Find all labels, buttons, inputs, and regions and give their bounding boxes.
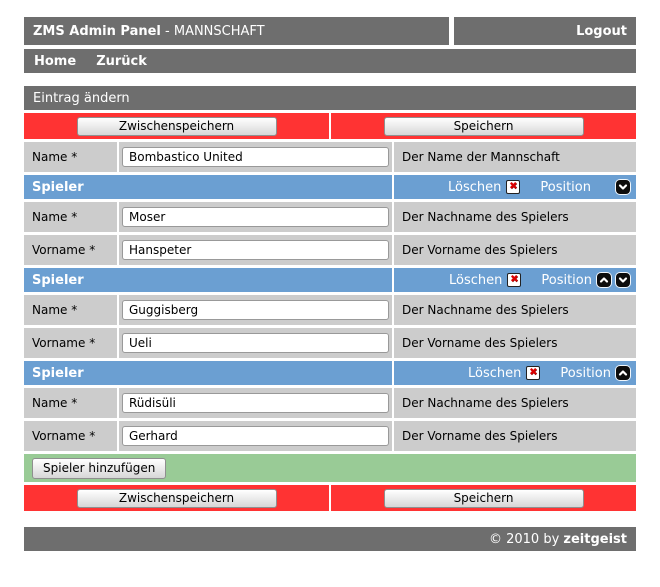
footer-bar [24, 527, 636, 551]
player-3-vorname-input[interactable] [122, 426, 389, 446]
action-row-bottom [24, 485, 636, 511]
team-name-row [24, 142, 636, 172]
player-name-description: Der Nachname des Spielers [394, 295, 636, 325]
chevron-down-icon [618, 182, 628, 192]
player-vorname-row [24, 421, 636, 451]
player-vorname-description: Der Vorname des Spielers [394, 235, 636, 265]
admin-page [24, 17, 636, 551]
player-section-controls [394, 268, 636, 292]
player-vorname-input-cell [119, 235, 392, 265]
move-up-button[interactable] [616, 366, 630, 380]
title-bar [24, 17, 636, 45]
position-label: Position [540, 179, 591, 195]
action-cell [24, 113, 329, 139]
delete-icon[interactable]: ✖ [526, 366, 540, 380]
logout-button[interactable]: Logout [454, 17, 636, 45]
app-title-context: - MANNSCHAFT [160, 23, 265, 39]
player-section-controls [394, 361, 636, 385]
delete-player-link[interactable]: Löschen [449, 272, 503, 288]
move-down-button[interactable] [616, 180, 630, 194]
player-2-vorname-input[interactable] [122, 333, 389, 353]
nav-bar [24, 49, 636, 73]
position-label: Position [560, 365, 611, 381]
player-section-title: Spieler [24, 268, 392, 292]
player-vorname-label: Vorname * [24, 328, 117, 358]
app-title [24, 17, 449, 45]
team-name-description: Der Name der Mannschaft [394, 142, 636, 172]
player-name-row [24, 295, 636, 325]
player-name-row [24, 388, 636, 418]
add-player-button[interactable]: Spieler hinzufügen [32, 458, 166, 479]
chevron-up-icon [599, 275, 609, 285]
player-vorname-label: Vorname * [24, 235, 117, 265]
player-2-name-input[interactable] [122, 300, 389, 320]
player-section-header [24, 361, 636, 385]
action-row-top [24, 113, 636, 139]
delete-player-link[interactable]: Löschen [468, 365, 522, 381]
move-up-button[interactable] [597, 273, 611, 287]
player-name-label: Name * [24, 388, 117, 418]
player-name-input-cell [119, 202, 392, 232]
action-cell [24, 485, 329, 511]
player-section-header [24, 175, 636, 199]
player-3-name-input[interactable] [122, 393, 389, 413]
team-name-input-cell [119, 142, 392, 172]
player-vorname-label: Vorname * [24, 421, 117, 451]
action-cell [331, 113, 636, 139]
player-section-title: Spieler [24, 361, 392, 385]
player-name-description: Der Nachname des Spielers [394, 388, 636, 418]
delete-icon[interactable]: ✖ [507, 273, 521, 287]
player-vorname-input-cell [119, 421, 392, 451]
chevron-down-icon [618, 275, 628, 285]
brand-name: zeitgeist [563, 531, 627, 547]
save-temp-button-bottom[interactable]: Zwischenspeichern [77, 489, 277, 508]
position-label: Position [541, 272, 592, 288]
player-section-header [24, 268, 636, 292]
copyright-text: © 2010 by [488, 531, 564, 547]
player-section-controls [394, 175, 636, 199]
chevron-up-icon [618, 368, 628, 378]
player-name-input-cell [119, 388, 392, 418]
move-down-button[interactable] [616, 273, 630, 287]
action-cell [331, 485, 636, 511]
nav-back-link[interactable]: Zurück [96, 53, 147, 69]
player-name-label: Name * [24, 295, 117, 325]
player-vorname-row [24, 328, 636, 358]
save-temp-button-top[interactable]: Zwischenspeichern [77, 117, 277, 136]
player-vorname-input-cell [119, 328, 392, 358]
player-vorname-row [24, 235, 636, 265]
team-name-input[interactable] [122, 147, 389, 167]
player-name-row [24, 202, 636, 232]
player-1-vorname-input[interactable] [122, 240, 389, 260]
team-name-label: Name * [24, 142, 117, 172]
delete-player-link[interactable]: Löschen [448, 179, 502, 195]
player-name-description: Der Nachname des Spielers [394, 202, 636, 232]
save-button-top[interactable]: Speichern [384, 117, 584, 136]
delete-icon[interactable]: ✖ [506, 180, 520, 194]
app-title-bold: ZMS Admin Panel [33, 23, 161, 39]
player-section-title: Spieler [24, 175, 392, 199]
save-button-bottom[interactable]: Speichern [384, 489, 584, 508]
page-title: Eintrag ändern [24, 86, 636, 110]
player-name-label: Name * [24, 202, 117, 232]
add-player-row [24, 454, 636, 482]
player-name-input-cell [119, 295, 392, 325]
add-player-cell [24, 454, 636, 482]
nav-home-link[interactable]: Home [34, 53, 77, 69]
player-1-name-input[interactable] [122, 207, 389, 227]
player-vorname-description: Der Vorname des Spielers [394, 421, 636, 451]
player-vorname-description: Der Vorname des Spielers [394, 328, 636, 358]
